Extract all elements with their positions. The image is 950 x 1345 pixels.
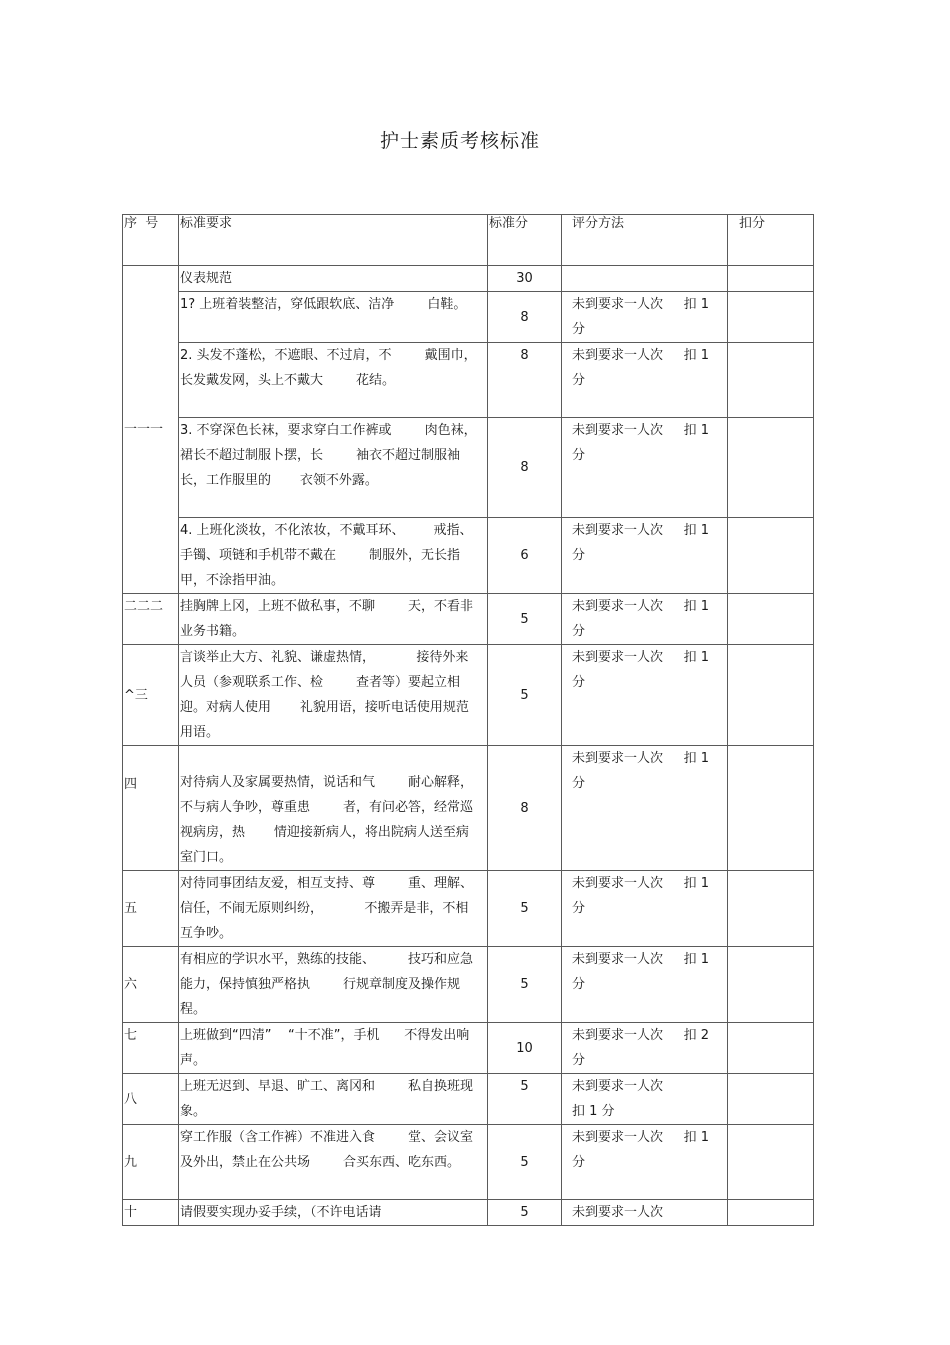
score-cell: 5 [488,645,562,746]
deduct-cell [728,746,814,871]
score-cell: 5 [488,594,562,645]
table-row [123,947,814,1023]
table-row [123,343,814,418]
section-seq: 一一一 [123,266,179,594]
requirement-text: 有相应的学识水平，熟练的技能、 技巧和应急能力，保持慎独严格执 行规章制度及操作规程。 [179,947,488,1023]
method-cell: 未到要求一人次 扣 1 分 [562,1125,728,1200]
deduct-cell [728,594,814,645]
deduct-cell [728,1023,814,1074]
header-score: 标准分 [488,215,562,266]
score-cell: 5 [488,1125,562,1200]
table-row [123,518,814,594]
section-heading: 仪表规范 [179,266,488,292]
score-cell: 5 [488,871,562,947]
deduct-cell [728,518,814,594]
requirement-text: 穿工作服（含工作裤）不准进入食 堂、会议室及外出，禁止在公共场 合买东西、吃东西。 [179,1125,488,1200]
header-seq: 序 号 [123,215,179,266]
deduct-cell [728,645,814,746]
score-cell: 5 [488,1200,562,1226]
seq-cell: 十 [123,1200,179,1226]
method-cell: 未到要求一人次 扣 1 分 [562,292,728,343]
deduct-cell [728,1074,814,1125]
deduct-cell [728,947,814,1023]
section-method [562,266,728,292]
table-row [123,871,814,947]
seq-cell: 七 [123,1023,179,1074]
requirement-text: 3. 不穿深色长袜，要求穿白工作裤或 肉色袜，裙长不超过制服卜摆，长 袖衣不超过制服袖长，工作服里的 衣领不外露。 [179,418,488,518]
score-cell: 8 [488,418,562,518]
score-cell: 5 [488,947,562,1023]
section-score: 30 [488,266,562,292]
requirement-text: 挂胸牌上冈，上班不做私事，不聊 天，不看非业务书籍。 [179,594,488,645]
requirement-text: 1? 上班着装整洁，穿低跟软底、洁净 白鞋。 [179,292,488,343]
seq-cell: 六 [123,947,179,1023]
method-cell: 未到要求一人次 扣 1 分 [562,594,728,645]
seq-cell: 九 [123,1125,179,1200]
table-row [123,292,814,343]
table-row [123,1023,814,1074]
seq-cell: 四 [123,746,179,871]
method-cell: 未到要求一人次 扣 1 分 [562,746,728,871]
requirement-text: 4. 上班化淡妆，不化浓妆，不戴耳环、 戒指、手镯、项链和手机带不戴在 制服外，无长指甲，不涂指甲油。 [179,518,488,594]
table-row [123,645,814,746]
score-cell: 5 [488,1074,562,1125]
score-cell: 10 [488,1023,562,1074]
deduct-cell [728,1200,814,1226]
table-row [123,418,814,518]
method-cell: 未到要求一人次 扣 1 分 [562,871,728,947]
deduct-cell [728,292,814,343]
method-cell: 未到要求一人次 [562,1200,728,1226]
method-cell: 未到要求一人次 扣 1 分 [562,947,728,1023]
assessment-table [122,214,814,1226]
requirement-text: 请假要实现办妥手续，（不许电话请 [179,1200,488,1226]
section-heading-row [123,266,814,292]
table-header-row [123,215,814,266]
method-cell: 未到要求一人次 扣 2 分 [562,1023,728,1074]
method-cell: 未到要求一人次 扣 1 分 [562,1074,728,1125]
seq-cell: 二二二 [123,594,179,645]
seq-cell: ^三 [123,645,179,746]
table-row [123,1200,814,1226]
method-cell: 未到要求一人次 扣 1 分 [562,645,728,746]
seq-cell: 五 [123,871,179,947]
requirement-text: 2. 头发不蓬松，不遮眼、不过肩，不 戴围巾，长发戴发网，头上不戴大 花结。 [179,343,488,418]
score-cell: 6 [488,518,562,594]
score-cell: 8 [488,292,562,343]
seq-cell: 八 [123,1074,179,1125]
method-cell: 未到要求一人次 扣 1 分 [562,343,728,418]
method-cell: 未到要求一人次 扣 1 分 [562,518,728,594]
score-cell: 8 [488,343,562,418]
score-cell: 8 [488,746,562,871]
header-deduct: 扣分 [728,215,814,266]
requirement-text: 对待病人及家属要热情，说话和气 耐心解释，不与病人争吵，尊重患 者，有问必答，经常巡视病房，热 情迎接新病人，将出院病人送至病 室门口。 [179,746,488,871]
table-row [123,1125,814,1200]
deduct-cell [728,418,814,518]
table-row [123,746,814,871]
deduct-cell [728,343,814,418]
deduct-cell [728,871,814,947]
page-title: 护士素质考核标准 [379,130,540,152]
method-cell: 未到要求一人次 扣 1 分 [562,418,728,518]
requirement-text: 上班无迟到、早退、旷工、离冈和 私自换班现象。 [179,1074,488,1125]
header-method: 评分方法 [562,215,728,266]
table-row [123,594,814,645]
deduct-cell [728,1125,814,1200]
requirement-text: 上班做到“四清” “十不准”，手机 不得发出响声。 [179,1023,488,1074]
section-deduct [728,266,814,292]
header-requirement: 标准要求 [179,215,488,266]
requirement-text: 言谈举止大方、礼貌、谦虚热情， 接待外来人员（参观联系工作、检 查者等）要起立相迎。对病人使用 礼貌用语，接听电话使用规范用语。 [179,645,488,746]
table-row [123,1074,814,1125]
requirement-text: 对待同事团结友爱，相互支持、尊 重、理解、信任，不闹无原则纠纷， 不搬弄是非，不相互争吵。 [179,871,488,947]
